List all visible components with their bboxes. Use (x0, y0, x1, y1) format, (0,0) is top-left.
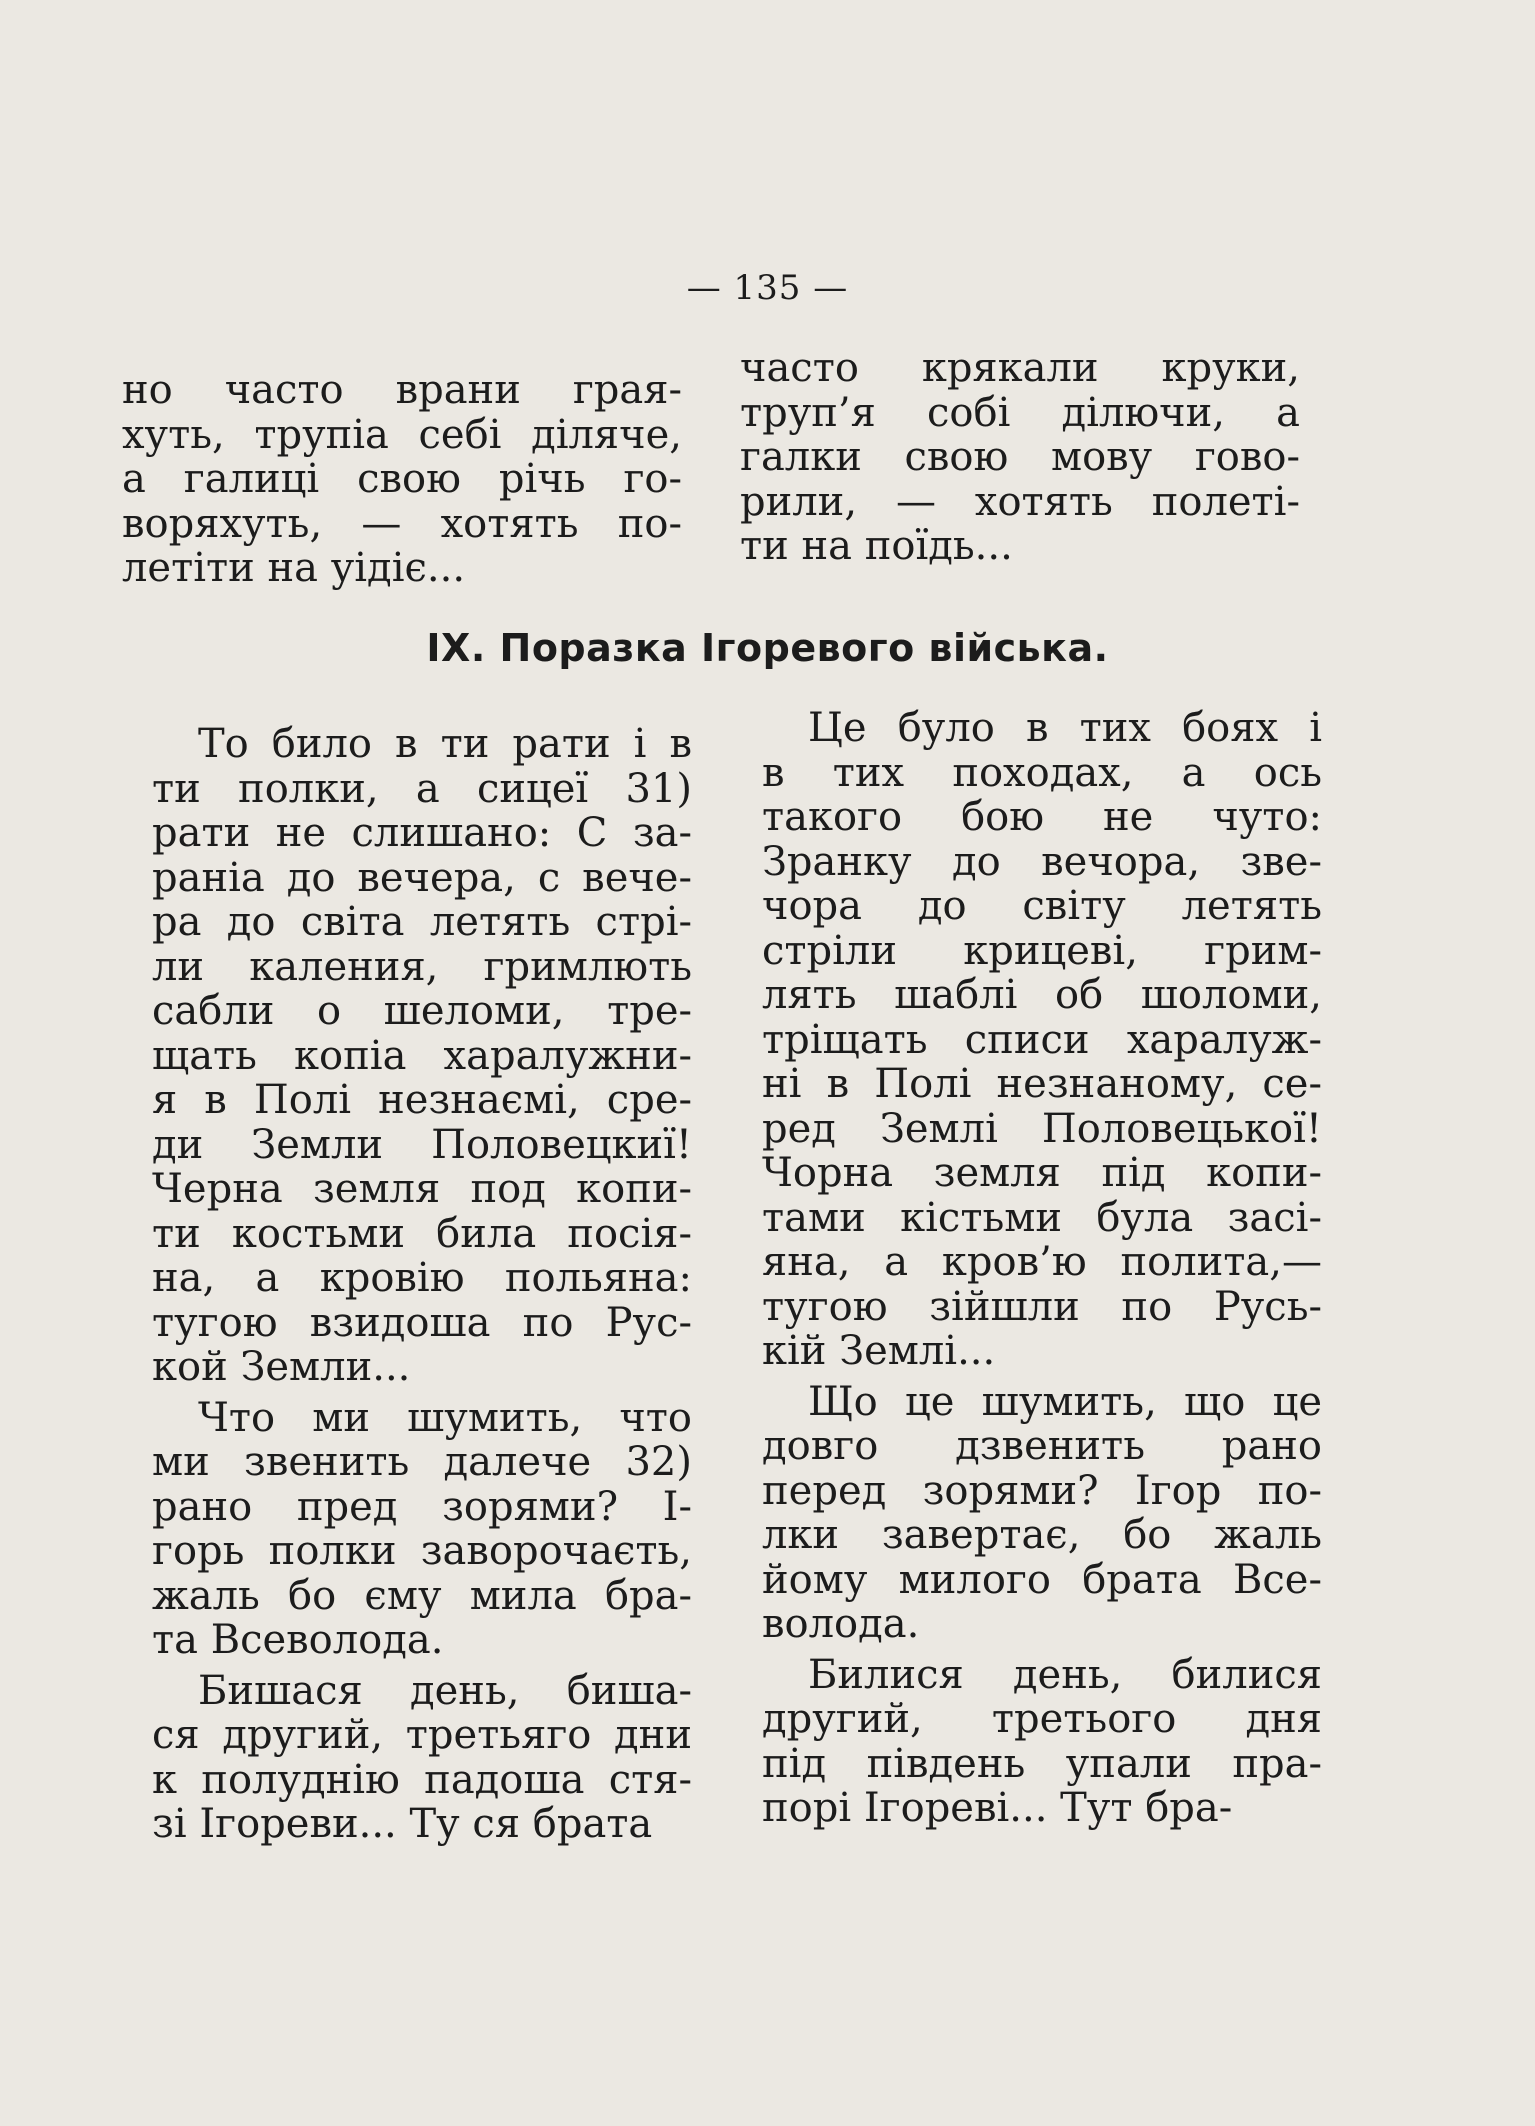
text-line: труп’я собі ділючи, а (740, 389, 1300, 436)
text-line: тугою зійшли по Русь- (762, 1283, 1322, 1330)
text-line: к полуднію падоша стя- (152, 1756, 692, 1803)
text-line: Что ми шумить, что (198, 1394, 692, 1441)
paragraph (152, 722, 692, 1390)
text-line: летіти на уідіє... (122, 545, 466, 591)
text-line: лки завертає, бо жаль (762, 1512, 1322, 1558)
text-line: кой Земли... (152, 1344, 411, 1390)
text-line: раніа до вечера, с вече- (152, 854, 692, 901)
top-left-column (122, 368, 682, 591)
text-line: Зранку до вечора, зве- (762, 838, 1322, 885)
text-line: довго дзвенить рано (762, 1423, 1322, 1469)
text-line: а галиці свою річь го- (122, 456, 682, 502)
paragraph (152, 1669, 692, 1847)
text-line: Бишася день, биша- (198, 1667, 692, 1714)
text-line: ли каления, гримлють (152, 943, 692, 990)
text-line: тами кістьми була засі- (762, 1194, 1322, 1241)
text-line: рати не слишано: С за- (152, 810, 692, 856)
text-line: воряхуть, — хотять по- (122, 500, 682, 547)
text-line: хуть, трупіа себі діляче, (122, 411, 682, 458)
page-number: — 135 — (686, 268, 849, 308)
text-line: другий, третього дня (762, 1696, 1322, 1742)
text-line: То било в ти рати і в (198, 721, 692, 767)
text-line: Що це шумить, що це (808, 1378, 1322, 1425)
text-line: ти на поїдь... (740, 523, 1013, 569)
text-line: йому милого брата Все- (762, 1556, 1322, 1603)
text-line: Це було в тих боях і (808, 705, 1322, 751)
text-line: перед зорями? Ігор по- (762, 1467, 1322, 1514)
text-line: зі Ігореви... Ту ся брата (152, 1801, 653, 1847)
text-line: ред Землі Половецької! (762, 1105, 1322, 1152)
text-line: тріщать списи харалуж- (762, 1016, 1322, 1063)
text-line: кій Землі... (762, 1328, 996, 1374)
text-line: ти полки, а сицеї 31) (152, 765, 692, 812)
paragraph (152, 1396, 692, 1663)
text-line: на, а кровію польяна: (152, 1255, 692, 1301)
text-line: ра до світа летять стрі- (152, 899, 692, 945)
text-line: но часто врани грая- (122, 367, 682, 413)
text-line: Билися день, билися (808, 1651, 1322, 1698)
text-line: в тих походах, а ось (762, 749, 1322, 796)
text-line: волода. (762, 1601, 920, 1647)
top-right-column (740, 346, 1300, 569)
text-line: чора до світу летять (762, 883, 1322, 929)
text-line: та Всеволода. (152, 1617, 444, 1663)
text-line: під південь упали пра- (762, 1740, 1322, 1787)
text-line: сабли о шеломи, тре- (152, 988, 692, 1034)
text-line: Чорна земля під копи- (762, 1150, 1322, 1196)
text-line: рили, — хотять полеті- (740, 478, 1300, 525)
paragraph (762, 1380, 1322, 1647)
text-line: ся другий, третьяго дни (152, 1712, 692, 1758)
body-left-column (152, 722, 692, 1847)
text-line: ні в Полі незнаному, се- (762, 1061, 1322, 1107)
paragraph (762, 1653, 1322, 1831)
text-line: Черна земля под копи- (152, 1166, 692, 1212)
text-line: галки свою мову гово- (740, 434, 1300, 480)
paragraph (762, 706, 1322, 1374)
text-line: я в Полі незнаємі, сре- (152, 1077, 692, 1123)
text-line: такого бою не чуто: (762, 794, 1322, 840)
text-line: ди Земли Половецкиї! (152, 1121, 692, 1168)
text-line: рано пред зорями? І- (152, 1483, 692, 1530)
text-line: ти костьми била посія- (152, 1210, 692, 1257)
text-line: жаль бо єму мила бра- (152, 1572, 692, 1619)
text-line: яна, а кров’ю полита,— (762, 1239, 1322, 1285)
text-line: лять шаблі об шоломи, (762, 972, 1322, 1018)
text-line: ми звенить далече 32) (152, 1439, 692, 1485)
text-line: щать копіа харалужни- (152, 1032, 692, 1079)
section-heading: IX. Поразка Ігоревого війська. (426, 626, 1109, 670)
text-line: тугою взидоша по Рус- (152, 1299, 692, 1346)
body-right-column (762, 706, 1322, 1831)
text-line: горь полки заворочаєть, (152, 1528, 692, 1574)
text-line: порі Ігореві... Тут бра- (762, 1785, 1233, 1831)
text-line: стріли крицеві, грим- (762, 927, 1322, 974)
text-line: часто крякали круки, (740, 345, 1300, 391)
